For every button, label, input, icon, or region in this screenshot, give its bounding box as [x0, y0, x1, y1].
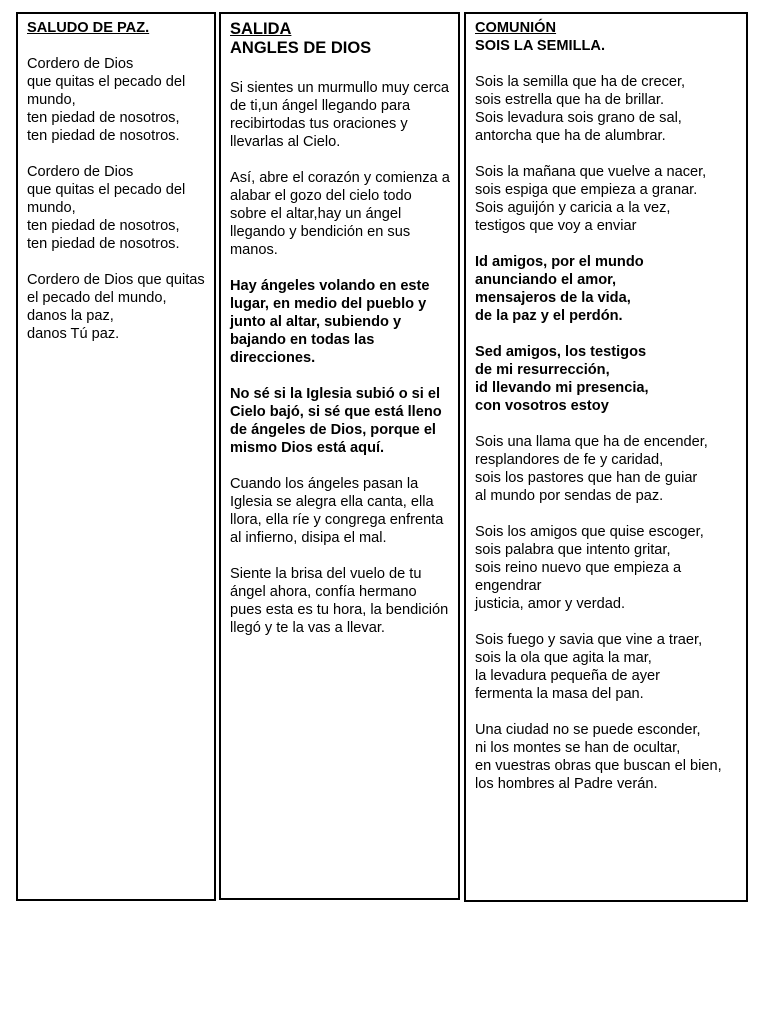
stanza	[475, 523, 746, 613]
lyric-line: id llevando mi presencia,	[475, 380, 649, 396]
section-title: SALUDO DE PAZ.	[27, 20, 150, 36]
chorus-stanza	[475, 343, 746, 415]
lyric-line: Siente la brisa del vuelo de tu ángel ahora, confía hermano pues esta es tu hora, la bendición llegó y te la vas a llevar.	[230, 566, 453, 636]
lyric-line: sois reino nuevo que empieza a engendrar	[475, 560, 686, 594]
lyric-line: Cordero de Dios que quitas el pecado del mundo,	[27, 272, 209, 306]
lyric-line: que quitas el pecado del mundo,	[27, 182, 190, 216]
stanza	[475, 73, 746, 145]
lyric-line: Cordero de Dios	[27, 56, 134, 72]
lyric-line: ten piedad de nosotros.	[27, 236, 180, 252]
stanza	[475, 433, 746, 505]
lyric-line: ten piedad de nosotros.	[27, 128, 180, 144]
lyric-line: Sois los amigos que quise escoger,	[475, 524, 704, 540]
lyric-line: testigos que voy a enviar	[475, 218, 637, 234]
section-title: SALIDA	[230, 20, 292, 38]
lyric-line: Sois levadura sois grano de sal,	[475, 110, 682, 126]
lyric-line: los hombres al Padre verán.	[475, 776, 658, 792]
lyric-line: Sois aguijón y caricia a la vez,	[475, 200, 671, 216]
section-title: COMUNIÓN	[475, 20, 557, 36]
lyric-line: de mi resurrección,	[475, 362, 610, 378]
lyric-line: al mundo por sendas de paz.	[475, 488, 664, 504]
lyric-line: sois los pastores que han de guiar	[475, 470, 698, 486]
lyric-line: sois estrella que ha de brillar.	[475, 92, 665, 108]
lyric-line: mensajeros de la vida,	[475, 290, 631, 306]
lyric-line: ten piedad de nosotros,	[27, 218, 180, 234]
lyric-line: Hay ángeles volando en este lugar, en medio del pueblo y junto al altar, subiendo y bajando en todas las direcciones.	[230, 278, 434, 366]
lyric-line: Sois fuego y savia que vine a traer,	[475, 632, 703, 648]
lyric-line: ni los montes se han de ocultar,	[475, 740, 681, 756]
lyric-line: justicia, amor y verdad.	[475, 596, 626, 612]
lyric-line: No sé si la Iglesia subió o si el Cielo bajó, si sé que está lleno de ángeles de Dios, porque el mismo Dios está aquí.	[230, 386, 446, 456]
lyric-line: Así, abre el corazón y comienza a alabar el gozo del cielo todo sobre el altar,hay un ángel llegando y bendición en sus manos.	[230, 170, 454, 258]
song-title: ANGLES DE DIOS	[230, 39, 372, 57]
lyric-line: la levadura pequeña de ayer	[475, 668, 660, 684]
lyric-line: Sois la semilla que ha de crecer,	[475, 74, 686, 90]
lyric-line: danos la paz,	[27, 308, 114, 324]
lyric-line: de la paz y el perdón.	[475, 308, 623, 324]
lyric-line: Cuando los ángeles pasan la Iglesia se alegra ella canta, ella llora, ella ríe y congrega enfrenta al infierno, disipa el mal.	[230, 476, 448, 546]
stanza	[230, 565, 458, 637]
lyric-line: que quitas el pecado del mundo,	[27, 74, 190, 108]
column-comunion	[464, 12, 748, 902]
column-salida	[219, 12, 460, 900]
lyric-line: Cordero de Dios	[27, 164, 134, 180]
lyric-line: ten piedad de nosotros,	[27, 110, 180, 126]
stanza	[230, 79, 458, 151]
lyric-line: Si sientes un murmullo muy cerca de ti,un ángel llegando para recibirtodas tus oraciones y llevarlas al Cielo.	[230, 80, 454, 150]
stanza	[230, 475, 458, 547]
lyric-line: Sois la mañana que vuelve a nacer,	[475, 164, 707, 180]
lyric-line: fermenta la masa del pan.	[475, 686, 644, 702]
lyric-line: antorcha que ha de alumbrar.	[475, 128, 666, 144]
chorus-stanza	[475, 253, 746, 325]
chorus-stanza	[230, 277, 458, 367]
stanza	[475, 163, 746, 235]
lyric-line: con vosotros estoy	[475, 398, 609, 414]
lyric-line: en vuestras obras que buscan el bien,	[475, 758, 722, 774]
lyric-line: anunciando el amor,	[475, 272, 617, 288]
lyric-line: Una ciudad no se puede esconder,	[475, 722, 701, 738]
lyric-line: sois la ola que agita la mar,	[475, 650, 652, 666]
stanza	[27, 271, 214, 343]
lyric-line: Sed amigos, los testigos	[475, 344, 647, 360]
stanza	[27, 55, 214, 145]
lyric-line: sois espiga que empieza a granar.	[475, 182, 698, 198]
lyric-line: resplandores de fe y caridad,	[475, 452, 664, 468]
stanza	[475, 631, 746, 703]
column-saludo-de-paz	[16, 12, 216, 901]
lyric-line: Sois una llama que ha de encender,	[475, 434, 708, 450]
lyric-line: Id amigos, por el mundo	[475, 254, 644, 270]
chorus-stanza	[230, 385, 458, 457]
song-title: SOIS LA SEMILLA.	[475, 38, 605, 54]
lyric-line: sois palabra que intento gritar,	[475, 542, 671, 558]
lyric-line: danos Tú paz.	[27, 326, 120, 342]
stanza	[230, 169, 458, 259]
stanza	[475, 721, 746, 793]
stanza	[27, 163, 214, 253]
